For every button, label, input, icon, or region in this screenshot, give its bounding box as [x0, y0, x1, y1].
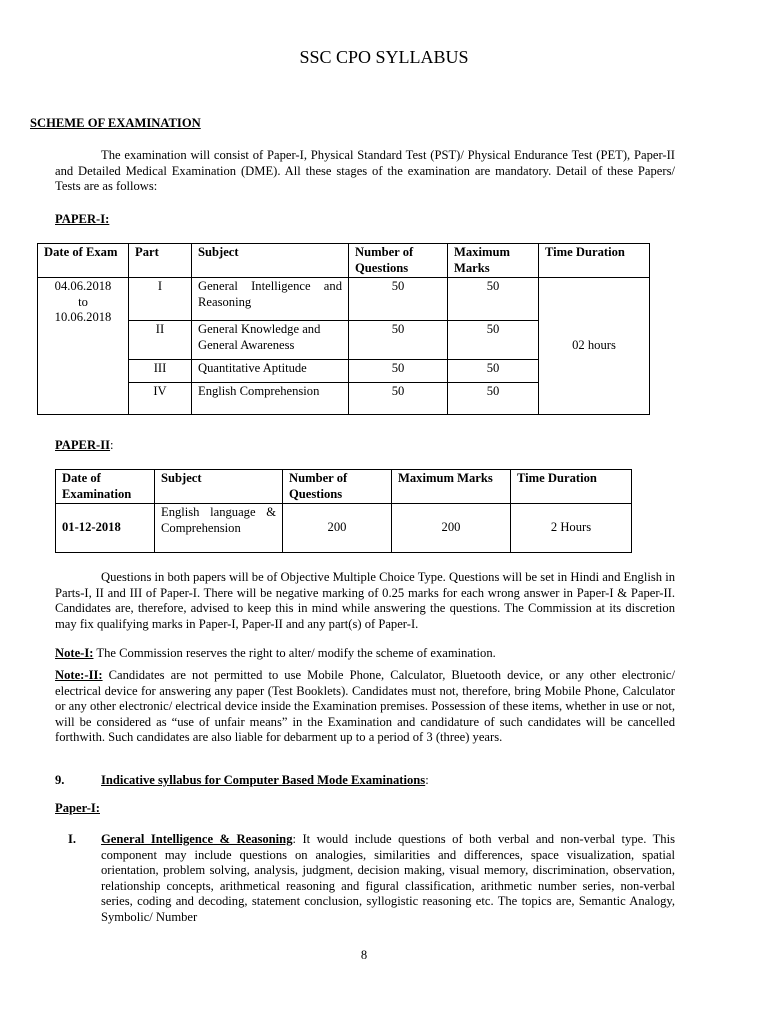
exam-date-end: 10.06.2018: [54, 310, 112, 324]
subject-cell: English Comprehension: [192, 383, 349, 415]
part-cell: II: [129, 321, 192, 360]
marks-cell: 200: [392, 504, 511, 553]
header-number-of-questions: Number of Questions: [349, 244, 448, 278]
exam-date-cell: [38, 278, 129, 415]
marks-cell: 50: [448, 360, 539, 383]
exam-date-to: to: [78, 294, 88, 309]
section-heading: Indicative syllabus for Computer Based Mode Examinations:: [101, 773, 429, 787]
note2-label: Note:-II:: [55, 668, 103, 682]
paper1-table: [37, 243, 650, 415]
paper2-header-row: [56, 470, 632, 504]
paper1-heading: PAPER-I:: [55, 212, 110, 226]
time-duration-cell: 02 hours: [539, 278, 650, 415]
note2-text: Candidates are not permitted to use Mobile Phone, Calculator, Bluetooth device, or any other electronic/ electrical device for answering any paper (Test Booklets). Candidates must not, therefore, bring Mobile Phone, Calculator or any other electronic/ electrical device inside the Examination premises. Possession of these items, whether in use or not, will be considered as “use of unfair means” in the Examination and candidature of such candidates will be cancelled forthwith. Such candidates are also liable for debarment up to a period of 3 (three) years.: [55, 668, 675, 744]
questions-cell: 50: [349, 278, 448, 321]
section-number: 9.: [55, 773, 65, 787]
questions-cell: 50: [349, 383, 448, 415]
paper1-header-row: [38, 244, 650, 278]
marks-cell: 50: [448, 321, 539, 360]
header-subject: Subject: [192, 244, 349, 278]
header-maximum-marks: Maximum Marks: [448, 244, 539, 278]
part-cell: I: [129, 278, 192, 321]
page-title: SSC CPO SYLLABUS: [299, 47, 469, 67]
time-duration-cell: 2 Hours: [511, 504, 632, 553]
header-time-duration: Time Duration: [511, 470, 632, 504]
exam-date-start: 04.06.2018: [54, 279, 112, 293]
item-number: I.: [68, 832, 77, 846]
note2: [55, 668, 675, 746]
intro-paragraph: The examination will consist of Paper-I, Physical Standard Test (PST)/ Physical Endurance Test (PET), Paper-II and Detailed Medical Examination (DME). All these stages of the examination are mandatory. Detail of these Papers/ Tests are as follows:: [55, 148, 675, 193]
subject-cell: English language & Comprehension: [155, 504, 283, 553]
objective-paragraph: Questions in both papers will be of Objective Multiple Choice Type. Questions will be set in Hindi and English in Parts-I, II and III of Paper-I. There will be negative marking of 0.25 marks for each wrong answer in Paper-I & Paper-II. Candidates are, therefore, advised to keep this in mind while answering the questions. The Commission at its discretion may fix qualifying marks in Paper-I, Paper-II and any part(s) of Paper-I.: [55, 570, 675, 631]
page-number: 8: [360, 948, 368, 962]
note1-label: Note-I:: [55, 646, 94, 660]
header-part: Part: [129, 244, 192, 278]
questions-cell: 200: [283, 504, 392, 553]
scheme-heading: SCHEME OF EXAMINATION: [30, 116, 201, 130]
table-row: [56, 504, 632, 553]
table-row: [38, 278, 650, 321]
subject-cell: General Knowledge and General Awareness: [192, 321, 349, 360]
header-time-duration: Time Duration: [539, 244, 650, 278]
questions-cell: 50: [349, 321, 448, 360]
header-subject: Subject: [155, 470, 283, 504]
paper2-heading-wrap: PAPER-II:: [55, 438, 114, 452]
item-text: : It would include questions of both verbal and non-verbal type. This component may include questions on analogies, similarities and differences, space visualization, spatial orientation, problem solving, analysis, judgment, decision making, visual memory, discrimination, observation, relationship concepts, arithmetical reasoning and figural classification, arithmetic number series, non-verbal series, coding and decoding, statement conclusion, syllogistic reasoning etc. The topics are, Semantic Analogy, Symbolic/ Number: [101, 832, 676, 924]
subject-cell: Quantitative Aptitude: [192, 360, 349, 383]
paper1-syllabus-heading: Paper-I:: [55, 801, 100, 815]
section-title: Indicative syllabus for Computer Based Mode Examinations: [101, 773, 426, 787]
part-cell: IV: [129, 383, 192, 415]
paper2-table: [55, 469, 632, 553]
subject-cell: General Intelligence and Reasoning: [192, 278, 349, 321]
questions-cell: 50: [349, 360, 448, 383]
part-cell: III: [129, 360, 192, 383]
header-number-of-questions: Number of Questions: [283, 470, 392, 504]
header-maximum-marks: Maximum Marks: [392, 470, 511, 504]
item-paragraph: [101, 832, 675, 925]
paper2-heading: PAPER-II: [55, 438, 111, 452]
exam-date-cell: 01-12-2018: [56, 504, 155, 553]
marks-cell: 50: [448, 278, 539, 321]
marks-cell: 50: [448, 383, 539, 415]
header-date-of-exam: Date of Exam: [38, 244, 129, 278]
note1-text: The Commission reserves the right to alter/ modify the scheme of examination.: [96, 646, 496, 660]
item-title: General Intelligence & Reasoning: [101, 832, 293, 846]
header-date-of-examination: Date of Examination: [56, 470, 155, 504]
note1: [55, 646, 675, 662]
